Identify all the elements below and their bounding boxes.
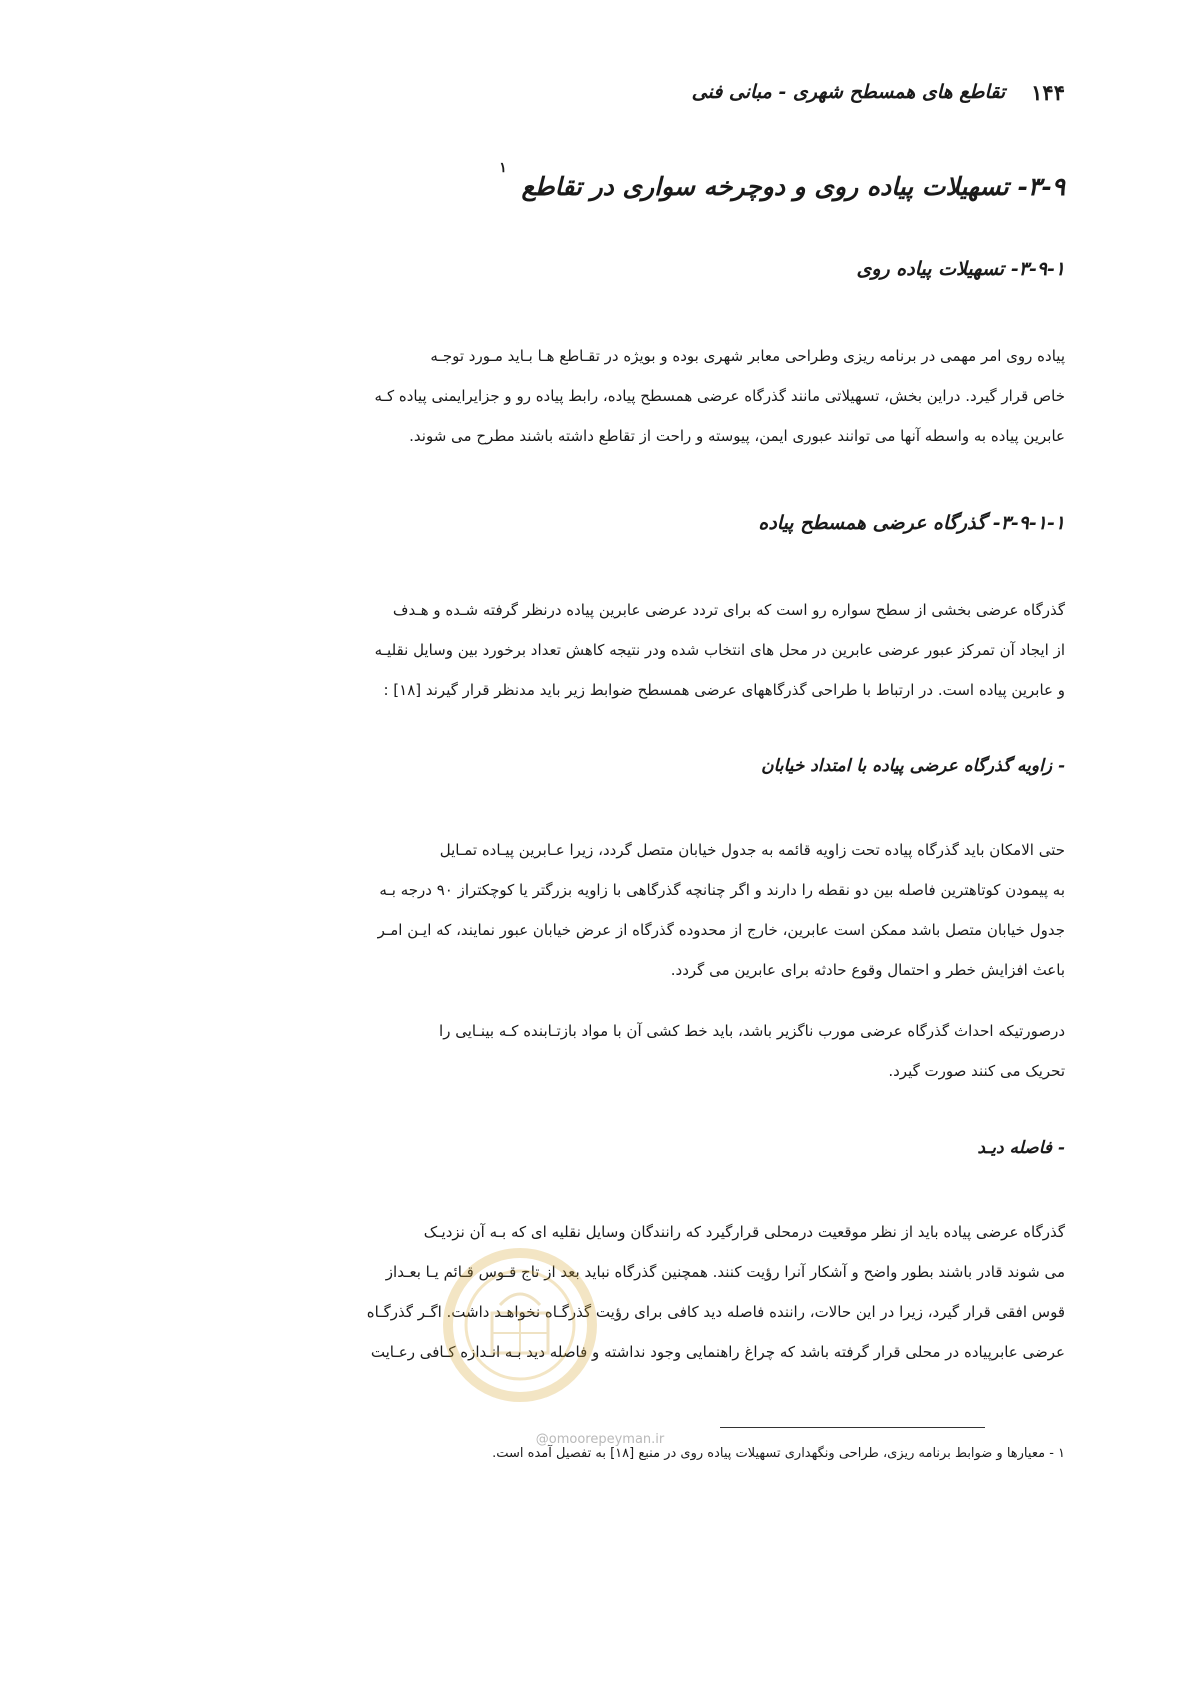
running-header-title: تقاطع های همسطح شهری - مبانی فنی <box>691 81 1006 103</box>
footnote: ۱ - معیارها و ضوابط برنامه ریزی، طراحی ونگهداری تسهیلات پیاده روی در منبع [۱۸] به تفصیل آمده است. <box>492 1446 1065 1461</box>
section-heading-text: ۳-۹- تسهیلات پیاده روی و دوچرخه سواری در تقاطع <box>521 172 1065 201</box>
page-header <box>645 72 1065 112</box>
text-line: جدول خیابان متصل باشد ممکن است عابرین، خارج از محدوده گذرگاه از عرض خیابان عبور نمایند، که ایـن امـر <box>377 921 1065 939</box>
footnote-marker: ۱ <box>499 159 507 176</box>
item-heading-angle: - زاویه گذرگاه عرضی پیاده با امتداد خیابان <box>761 756 1065 776</box>
subsection-heading-pedestrian: ۳-۹-۱- تسهیلات پیاده روی <box>856 258 1065 280</box>
text-line: عابرین پیاده به واسطه آنها می توانند عبوری ایمن، پیوسته و راحت از تقاطع داشته باشند مطرح می شوند. <box>409 427 1065 445</box>
watermark-url: @omoorepeyman.ir <box>535 1432 665 1447</box>
footnote-divider <box>720 1427 985 1428</box>
subsection-heading-crosswalk: ۳-۹-۱-۱- گذرگاه عرضی همسطح پیاده <box>758 512 1065 534</box>
text-line: قوس افقی قرار گیرد، زیرا در این حالات، راننده فاصله دید کافی برای رؤیت گذرگـاه نخواهـد داشت. اگـر گذرگـاه <box>366 1303 1065 1321</box>
paragraph-angle-1 <box>129 830 1065 990</box>
page-number: ۱۴۴ <box>1031 79 1065 105</box>
text-line: از ایجاد آن تمرکز عبور عرضی عابرین در محل های انتخاب شده ودر نتیجه کاهش تعداد برخورد بین وسایل نقلیـه <box>374 641 1065 659</box>
section-heading <box>365 159 1065 201</box>
text-line: حتی الامکان باید گذرگاه پیاده تحت زاویه قائمه به جدول خیابان متصل گردد، زیرا عـابرین پیـاده تمـایل <box>439 841 1065 859</box>
text-line: می شوند قادر باشند بطور واضح و آشکار آنرا رؤیت کنند. همچنین گذرگاه نباید بعد از تاج قـوس قـائم یـا بعـداز <box>385 1263 1065 1281</box>
text-line: گذرگاه عرضی پیاده باید از نظر موقعیت درمحلی قرارگیرد که رانندگان وسایل نقلیه ای که بـه آن نزدیـک <box>423 1223 1065 1241</box>
text-line: و عابرین پیاده است. در ارتباط با طراحی گذرگاههای عرضی همسطح ضوابط زیر باید مدنظر قرار گیرند [۱۸] : <box>383 681 1065 699</box>
text-line: عرضی عابرپیاده در محلی قرار گرفته باشد که چراغ راهنمایی وجود نداشته و فاصله دید بـه انـدازه کـافی رعـایت <box>370 1343 1065 1361</box>
text-line: باعث افزایش خطر و احتمال وقوع حادثه برای عابرین می گردد. <box>670 961 1065 979</box>
text-line: پیاده روی امر مهمی در برنامه ریزی وطراحی معابر شهری بوده و بویژه در تقـاطع هـا بـاید مـورد توجـه <box>430 347 1065 365</box>
paragraph-crosswalk <box>129 590 1065 710</box>
text-line: خاص قرار گیرد. دراین بخش، تسهیلاتی مانند گذرگاه عرضی همسطح پیاده، رابط پیاده رو و جزایرایمنی پیاده کـه <box>374 387 1065 405</box>
item-heading-sight-distance: - فاصله دیـد <box>977 1138 1065 1158</box>
text-line: به پیمودن کوتاهترین فاصله بین دو نقطه را دارند و اگر چنانچه گذرگاهی با زاویه بزرگتر یا کوچکتراز ۹۰ درجه بـه <box>379 881 1065 899</box>
watermark-seal-icon <box>440 1235 600 1415</box>
text-line: گذرگاه عرضی بخشی از سطح سواره رو است که برای تردد عرضی عابرین پیاده درنظر گرفته شـده و هـدف <box>392 601 1065 619</box>
text-line: درصورتیکه احداث گذرگاه عرضی مورب ناگزیر باشد، باید خط کشی آن با مواد بازتـابنده کـه بینـایی را <box>439 1022 1065 1040</box>
paragraph-pedestrian-intro <box>129 336 1065 456</box>
paragraph-angle-2 <box>129 1011 1065 1091</box>
text-line: تحریک می کنند صورت گیرد. <box>888 1062 1065 1080</box>
